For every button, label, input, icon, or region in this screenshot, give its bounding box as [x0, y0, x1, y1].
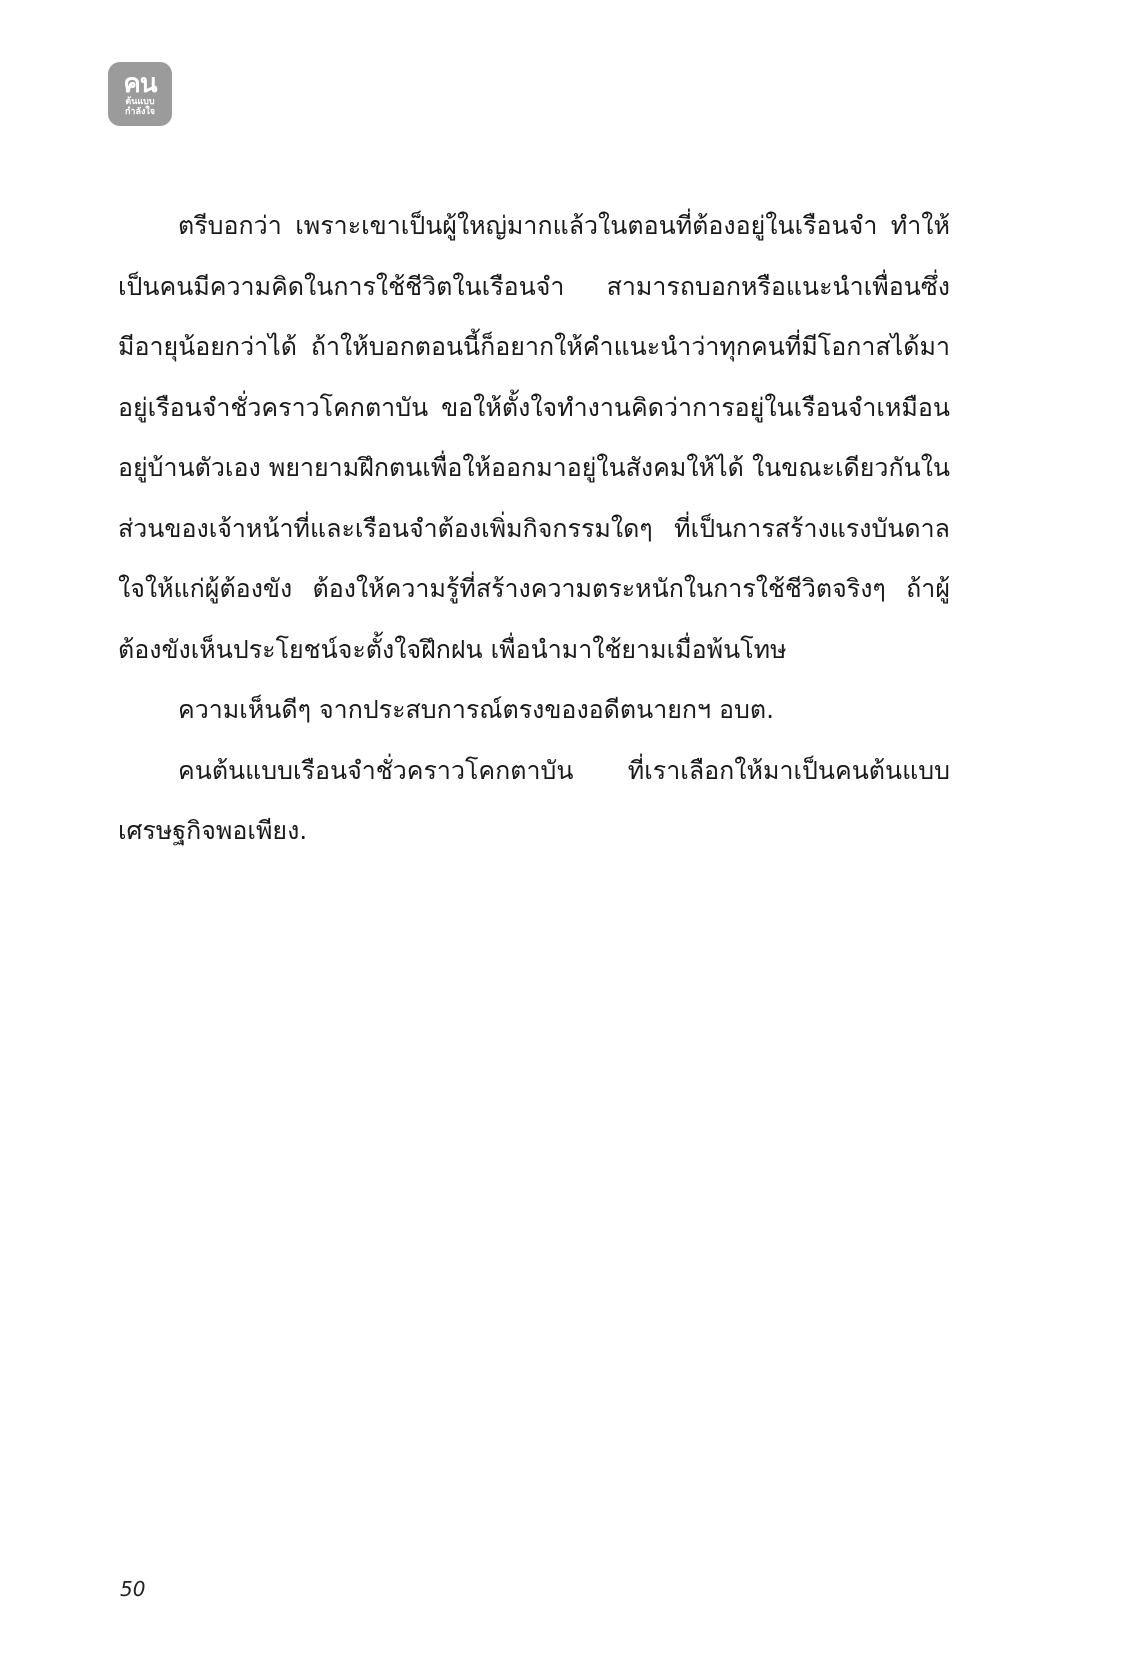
paragraph-1: ตรีบอกว่า เพราะเขาเป็นผู้ใหญ่มากแล้วในตอนที่ต้องอยู่ในเรือนจำ ทำให้เป็นคนมีความคิดในการใช้ชีวิตในเรือนจำ สามารถบอกหรือแนะนำเพื่อนซึ่งมีอายุน้อยกว่าได้ ถ้าให้บอกตอนนี้ก็อยากให้คำแนะนำว่าทุกคนที่มีโอกาสได้มาอยู่เรือนจำชั่วคราวโคกตาบัน ขอให้ตั้งใจทำงานคิดว่าการอยู่ในเรือนจำเหมือนอยู่บ้านตัวเอง พยายามฝึกตนเพื่อให้ออกมาอยู่ในสังคมให้ได้ ในขณะเดียวกันในส่วนของเจ้าหน้าที่และเรือนจำต้องเพิ่มกิจกรรมใดๆ ที่เป็นการสร้างแรงบันดาลใจให้แก่ผู้ต้องขัง ต้องให้ความรู้ที่สร้างความตระหนักในการใช้ชีวิตจริงๆ ถ้าผู้ต้องขังเห็นประโยชน์จะตั้งใจฝึกฝน เพื่อนำมาใช้ยามเมื่อพ้นโทษ — [118, 211, 950, 664]
logo-main-text: คน — [123, 69, 157, 99]
paragraph-2: ความเห็นดีๆ จากประสบการณ์ตรงของอดีตนายกฯ อบต. — [178, 695, 775, 724]
logo-subtitle-line1: ต้นแบบ — [125, 97, 155, 107]
logo-subtitle-line2: กำลังใจ — [124, 107, 156, 117]
series-logo-badge — [108, 62, 172, 126]
page-number: 50 — [120, 1577, 146, 1601]
paragraph-3: คนต้นแบบเรือนจำชั่วคราวโคกตาบัน ที่เราเลือกให้มาเป็นคนต้นแบบเศรษฐกิจพอเพียง. — [118, 755, 950, 845]
body-text — [118, 196, 950, 862]
